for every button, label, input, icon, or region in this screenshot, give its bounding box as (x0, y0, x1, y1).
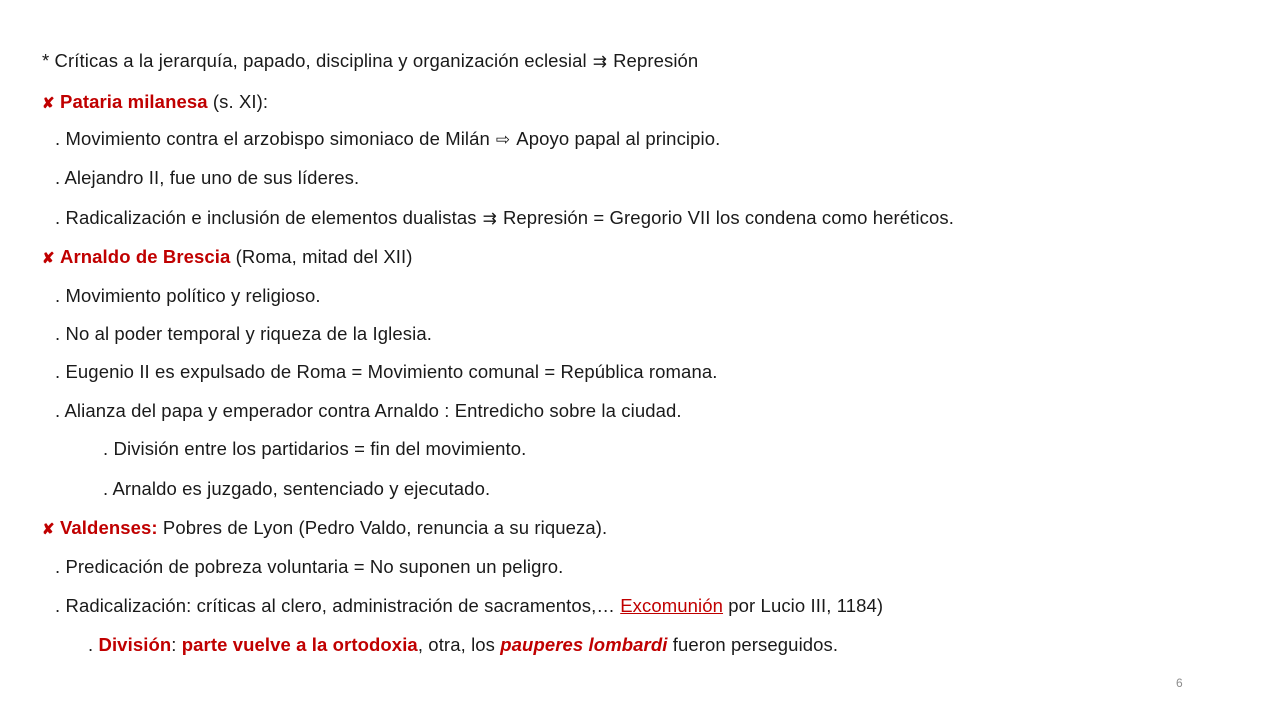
heading-line (42, 49, 698, 74)
item-text: . Alianza del papa y emperador contra Arnaldo : Entredicho sobre la ciudad. (55, 400, 682, 421)
section-subtitle: (Roma, mitad del XII) (230, 246, 413, 267)
item-text: . Arnaldo es juzgado, sentenciado y ejecutado. (103, 478, 491, 499)
highlight-italic-text: pauperes lombardi (500, 634, 668, 655)
section-title: Arnaldo de Brescia (60, 246, 231, 267)
arrow-right-outline-icon: ⇨ (495, 130, 511, 149)
list-item (55, 399, 682, 423)
highlight-text: parte vuelve a la ortodoxia (181, 634, 418, 655)
heading-after: Represión (613, 50, 699, 71)
list-item (55, 127, 720, 152)
section-subtitle: Pobres de Lyon (Pedro Valdo, renuncia a su riqueza). (157, 517, 608, 538)
item-text: . Radicalización e inclusión de elementos dualistas (55, 207, 477, 228)
section-valdenses (42, 516, 607, 542)
double-arrow-icon: ⇉ (482, 209, 497, 228)
list-item (55, 206, 954, 231)
section-title: Valdenses: (60, 517, 158, 538)
list-item (55, 594, 883, 618)
item-dot: . (88, 634, 99, 655)
heading-text: * Críticas a la jerarquía, papado, disciplina y organización eclesial (42, 50, 587, 71)
item-text: . Predicación de pobreza voluntaria = No suponen un peligro. (55, 556, 564, 577)
list-subitem (88, 633, 838, 657)
division-label: División (98, 634, 172, 655)
item-after: Apoyo papal al principio. (516, 128, 721, 149)
item-text: , otra, los (417, 634, 501, 655)
section-arnaldo (42, 245, 413, 271)
cross-bullet-icon: ✘ (42, 250, 55, 267)
section-subtitle: (s. XI): (207, 91, 269, 112)
list-item (55, 360, 717, 384)
item-after: Represión = Gregorio VII los condena como heréticos. (502, 207, 954, 228)
list-subitem (103, 437, 526, 461)
section-pataria (42, 90, 268, 116)
colon: : (171, 634, 182, 655)
item-after: por Lucio III, 1184) (723, 595, 884, 616)
item-text: . Movimiento contra el arzobispo simoniaco de Milán (55, 128, 490, 149)
item-text: . Eugenio II es expulsado de Roma = Movimiento comunal = República romana. (55, 361, 718, 382)
double-arrow-icon: ⇉ (592, 52, 608, 71)
cross-bullet-icon: ✘ (42, 521, 55, 538)
list-item (55, 166, 359, 190)
item-text: . Alejandro II, fue uno de sus líderes. (55, 167, 360, 188)
item-text: . No al poder temporal y riqueza de la Iglesia. (55, 323, 432, 344)
item-text: . División entre los partidarios = fin del movimiento. (103, 438, 527, 459)
list-item (55, 284, 321, 308)
item-text: . Radicalización: críticas al clero, administración de sacramentos,… (55, 595, 621, 616)
cross-bullet-icon: ✘ (42, 95, 55, 112)
item-text: . Movimiento político y religioso. (55, 285, 321, 306)
item-end: fueron perseguidos. (667, 634, 839, 655)
list-subitem (103, 477, 490, 501)
page-number: 6 (1176, 676, 1183, 690)
list-item (55, 322, 432, 346)
list-item (55, 555, 563, 579)
section-title: Pataria milanesa (60, 91, 208, 112)
excomunion-link[interactable]: Excomunión (620, 595, 724, 616)
